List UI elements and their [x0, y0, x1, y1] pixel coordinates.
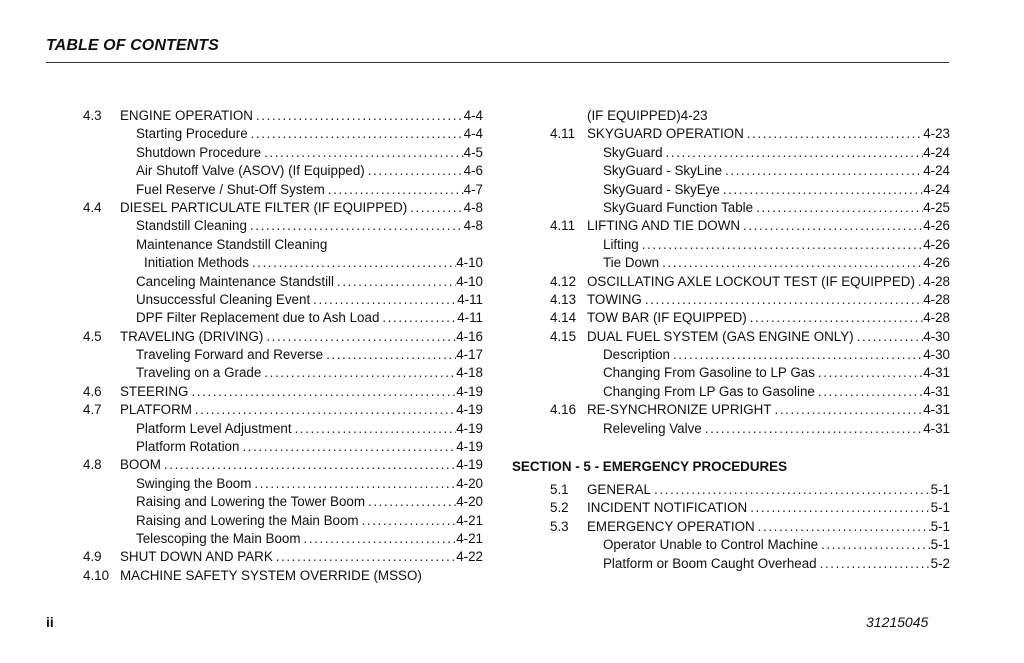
toc-entry-number: 4.5: [83, 328, 102, 344]
toc-entry-page: 4-22: [456, 549, 483, 565]
toc-dot-leader: [854, 329, 924, 344]
toc-entry-page: 4-4: [463, 126, 483, 142]
toc-entry[interactable]: [83, 457, 483, 475]
toc-entry[interactable]: [550, 384, 950, 402]
toc-entry-title: DIESEL PARTICULATE FILTER (IF EQUIPPED): [120, 199, 408, 215]
toc-entry-title: DPF Filter Replacement due to Ash Load: [136, 310, 380, 326]
toc-dot-leader: [818, 537, 931, 552]
toc-entry-title: TOW BAR (IF EQUIPPED): [587, 310, 747, 326]
toc-entry[interactable]: [83, 402, 483, 420]
toc-entry-page: 4-19: [456, 439, 483, 455]
toc-entry-number: 4.10: [83, 567, 110, 583]
toc-entry[interactable]: [83, 365, 483, 383]
toc-entry[interactable]: [83, 108, 483, 126]
toc-entry-page: 4-8: [463, 218, 483, 234]
toc-entry-page: 4-19: [456, 457, 483, 473]
toc-dot-leader: [161, 457, 456, 472]
toc-dot-leader: [251, 476, 456, 491]
toc-entry-page: 4-11: [457, 291, 483, 307]
toc-entry-page: 4-30: [923, 347, 950, 363]
toc-entry[interactable]: [550, 163, 950, 181]
toc-entry-title: Starting Procedure: [136, 126, 248, 142]
toc-entry-title: Platform or Boom Caught Overhead: [603, 555, 817, 571]
toc-entry[interactable]: [550, 200, 950, 218]
toc-entry[interactable]: [83, 200, 483, 218]
toc-dot-leader: [248, 126, 464, 141]
toc-dot-leader: [261, 145, 464, 160]
toc-entry-number: 4.7: [83, 402, 102, 418]
toc-entry-title: DUAL FUEL SYSTEM (GAS ENGINE ONLY): [587, 328, 854, 344]
toc-dot-leader: [670, 347, 923, 362]
toc-entry[interactable]: [550, 218, 950, 236]
toc-entry-page: 4-18: [456, 365, 483, 381]
toc-entry[interactable]: [83, 126, 483, 144]
toc-dot-leader: [663, 145, 924, 160]
toc-entry-title: Raising and Lowering the Tower Boom: [136, 494, 366, 510]
toc-dot-leader: [659, 255, 923, 270]
toc-entry-title: MACHINE SAFETY SYSTEM OVERRIDE (MSSO): [120, 567, 422, 583]
toc-dot-leader: [310, 292, 457, 307]
toc-entry-page: 4-31: [923, 365, 950, 381]
toc-entry[interactable]: [550, 500, 950, 518]
toc-entry-page: 4-21: [456, 530, 483, 546]
toc-entry-number: 4.14: [550, 310, 577, 326]
toc-entry-title: Maintenance Standstill Cleaning: [136, 236, 328, 252]
toc-entry-page: 4-5: [463, 144, 483, 160]
toc-entry-page: 4-20: [456, 475, 483, 491]
toc-entry-page: 5-1: [930, 518, 950, 534]
toc-entry-number: 4.13: [550, 291, 577, 307]
toc-entry[interactable]: [83, 549, 483, 567]
toc-entry-number: 4.9: [83, 549, 102, 565]
toc-entry[interactable]: [550, 126, 950, 144]
toc-entry-page: 5-2: [930, 555, 950, 571]
toc-entry-number: 4.16: [550, 402, 577, 418]
toc-dot-leader: [292, 421, 457, 436]
toc-entry[interactable]: [550, 402, 950, 420]
toc-dot-leader: [651, 482, 931, 497]
toc-entry-page: 4-4: [463, 108, 483, 123]
toc-entry[interactable]: [83, 329, 483, 347]
toc-entry-page: 5-1: [930, 500, 950, 516]
toc-entry-title: EMERGENCY OPERATION: [587, 518, 755, 534]
toc-entry-title: Releveling Valve: [603, 420, 702, 436]
toc-entry-title: Air Shutoff Valve (ASOV) (If Equipped): [136, 163, 365, 179]
toc-dot-leader: [253, 108, 464, 123]
toc-dot-leader: [639, 237, 923, 252]
toc-entry-title: Standstill Cleaning: [136, 218, 247, 234]
toc-entry-title: Canceling Maintenance Standstill: [136, 273, 335, 289]
toc-dot-leader: [815, 365, 923, 380]
toc-entry-title: TOWING: [587, 291, 642, 307]
toc-entry-page: 4-31: [923, 383, 950, 399]
toc-dot-leader: [323, 347, 456, 362]
toc-entry-page: 4-26: [923, 255, 950, 271]
toc-entry-title: Shutdown Procedure: [136, 144, 262, 160]
toc-entry[interactable]: [83, 513, 483, 531]
toc-entry-number: 5.1: [550, 482, 569, 497]
toc-dot-leader: [334, 274, 456, 289]
toc-section5-list: [550, 482, 950, 574]
toc-entry-title: BOOM: [120, 457, 161, 473]
toc-dot-leader: [720, 182, 923, 197]
toc-entry[interactable]: [550, 237, 950, 255]
toc-entry[interactable]: [550, 519, 950, 537]
toc-entry-page: 5-1: [930, 537, 950, 553]
toc-entry[interactable]: [550, 274, 950, 292]
toc-entry-page: 4-19: [456, 420, 483, 436]
toc-entry-page: 4-25: [923, 199, 950, 215]
toc-entry-title: Fuel Reserve / Shut-Off System: [136, 181, 325, 197]
toc-entry[interactable]: [83, 255, 483, 273]
toc-dot-leader: [188, 384, 456, 399]
toc-dot-leader: [247, 218, 464, 233]
toc-dot-leader: [642, 292, 923, 307]
toc-entry[interactable]: [550, 255, 950, 273]
toc-entry-title: Platform Level Adjustment: [136, 420, 292, 436]
toc-entry-title: Tie Down: [603, 255, 660, 271]
toc-entry[interactable]: [83, 292, 483, 310]
toc-entry-page: 4-24: [923, 163, 950, 179]
toc-entry-page: 4-8: [463, 199, 483, 215]
toc-dot-leader: [817, 556, 931, 571]
toc-dot-leader: [365, 163, 464, 178]
toc-entry[interactable]: [83, 163, 483, 181]
toc-entry-title: SkyGuard - SkyLine: [603, 163, 723, 179]
toc-entry[interactable]: [550, 108, 950, 126]
toc-entry-title: SkyGuard: [603, 144, 663, 160]
toc-entry-title: Changing From Gasoline to LP Gas: [603, 365, 815, 381]
toc-entry-title: ENGINE OPERATION: [120, 108, 253, 123]
toc-entry[interactable]: [550, 482, 950, 500]
toc-entry-number: 4.11: [550, 126, 576, 142]
section-5-heading: SECTION - 5 - EMERGENCY PROCEDURES: [512, 459, 788, 474]
toc-entry-page: 4-24: [923, 181, 950, 197]
toc-entry-page: 4-26: [923, 236, 950, 252]
toc-entry[interactable]: [550, 310, 950, 328]
toc-entry-title: SHUT DOWN AND PARK: [120, 549, 273, 565]
toc-entry[interactable]: [83, 347, 483, 365]
toc-entry-page: 4-19: [456, 402, 483, 418]
toc-entry[interactable]: [83, 310, 483, 328]
toc-dot-leader: [325, 182, 464, 197]
toc-entry-page: 4-17: [456, 347, 483, 363]
toc-entry-page: 4-28: [923, 310, 950, 326]
toc-entry-title: SKYGUARD OPERATION: [587, 126, 744, 142]
toc-entry[interactable]: [550, 292, 950, 310]
toc-dot-leader: [365, 494, 456, 509]
toc-entry[interactable]: [550, 182, 950, 200]
toc-entry-page: 4-16: [456, 328, 483, 344]
toc-dot-leader: [722, 163, 923, 178]
toc-entry-title: Swinging the Boom: [136, 475, 252, 491]
toc-entry-title: OSCILLATING AXLE LOCKOUT TEST (IF EQUIPPED): [587, 273, 915, 289]
toc-dot-leader: [815, 384, 923, 399]
toc-entry-title: SkyGuard Function Table: [603, 199, 754, 215]
toc-entry[interactable]: [550, 421, 950, 439]
toc-entry-title: (IF EQUIPPED)4-23: [587, 108, 708, 123]
toc-entry[interactable]: [83, 476, 483, 494]
toc-entry-page: 4-6: [463, 163, 483, 179]
toc-entry-number: 4.3: [83, 108, 102, 123]
toc-entry-number: 4.12: [550, 273, 577, 289]
toc-entry-title: PLATFORM: [120, 402, 192, 418]
footer-doc-number: 31215045: [866, 614, 929, 630]
toc-entry-page: 4-21: [456, 512, 483, 528]
toc-entry[interactable]: [83, 145, 483, 163]
toc-dot-leader: [249, 255, 456, 270]
toc-entry-title: Traveling on a Grade: [136, 365, 262, 381]
toc-entry[interactable]: [550, 329, 950, 347]
toc-entry-number: 4.4: [83, 199, 102, 215]
toc-dot-leader: [239, 439, 456, 454]
toc-entry-page: 4-20: [456, 494, 483, 510]
toc-entry[interactable]: [83, 568, 483, 586]
toc-dot-leader: [747, 310, 923, 325]
toc-entry-title: Unsuccessful Cleaning Event: [136, 291, 311, 307]
toc-entry-page: 4-31: [923, 420, 950, 436]
toc-entry[interactable]: [83, 237, 483, 255]
toc-entry-title: Description: [603, 347, 670, 363]
toc-entry-page: 4-31: [923, 402, 950, 418]
toc-entry[interactable]: [550, 347, 950, 365]
toc-entry[interactable]: [83, 218, 483, 236]
toc-dot-leader: [755, 519, 931, 534]
toc-dot-leader: [359, 513, 457, 528]
toc-entry-title: Telescoping the Main Boom: [136, 530, 301, 546]
toc-entry-title: TRAVELING (DRIVING): [120, 328, 264, 344]
toc-entry-number: 4.11: [550, 218, 576, 234]
toc-dot-leader: [740, 218, 923, 233]
toc-entry-title: RE-SYNCHRONIZE UPRIGHT: [587, 402, 772, 418]
toc-entry-title: Raising and Lowering the Main Boom: [136, 512, 359, 528]
toc-entry-title: GENERAL: [587, 482, 651, 497]
toc-entry[interactable]: [550, 537, 950, 555]
toc-entry-number: 5.3: [550, 518, 569, 534]
toc-entry-title: Initiation Methods: [144, 255, 249, 271]
footer-page-label: ii: [46, 614, 54, 630]
toc-entry-page: 4-11: [457, 310, 483, 326]
toc-entry-page: 4-10: [456, 273, 483, 289]
toc-dot-leader: [702, 421, 923, 436]
toc-dot-leader: [261, 365, 456, 380]
header-divider: [46, 62, 949, 63]
toc-dot-leader: [744, 126, 923, 141]
toc-dot-leader: [407, 200, 463, 215]
toc-entry-page: 4-7: [463, 181, 483, 197]
toc-entry[interactable]: [550, 365, 950, 383]
toc-dot-leader: [301, 531, 457, 546]
toc-entry[interactable]: [83, 384, 483, 402]
toc-dot-leader: [915, 274, 923, 289]
toc-dot-leader: [753, 200, 923, 215]
toc-entry-title: Traveling Forward and Reverse: [136, 347, 324, 363]
toc-entry-title: Operator Unable to Control Machine: [603, 537, 819, 553]
toc-entry[interactable]: [83, 439, 483, 457]
toc-entry-page: 4-28: [923, 273, 950, 289]
toc-entry-page: 4-10: [456, 255, 483, 271]
toc-entry-number: 4.15: [550, 328, 577, 344]
toc-entry-page: 4-30: [923, 328, 950, 344]
toc-dot-leader: [747, 500, 930, 515]
page-title: TABLE OF CONTENTS: [46, 37, 219, 54]
toc-left-column: [83, 108, 483, 586]
toc-entry[interactable]: [83, 531, 483, 549]
toc-entry-number: 5.2: [550, 500, 569, 516]
toc-entry-title: Lifting: [603, 236, 639, 252]
toc-entry[interactable]: [83, 494, 483, 512]
toc-entry-title: Platform Rotation: [136, 439, 240, 455]
toc-right-column: [550, 108, 950, 439]
toc-entry-page: 4-24: [923, 144, 950, 160]
toc-entry-title: STEERING: [120, 383, 189, 399]
toc-entry-page: 4-23: [923, 126, 950, 142]
toc-entry-number: 4.8: [83, 457, 102, 473]
toc-dot-leader: [379, 310, 457, 325]
toc-entry-title: Changing From LP Gas to Gasoline: [603, 383, 815, 399]
toc-entry-number: 4.6: [83, 383, 102, 399]
toc-dot-leader: [273, 549, 456, 564]
toc-entry-page: 5-1: [930, 482, 950, 497]
toc-entry-page: 4-19: [456, 383, 483, 399]
toc-entry[interactable]: [83, 274, 483, 292]
toc-dot-leader: [772, 402, 924, 417]
toc-entry[interactable]: [550, 145, 950, 163]
toc-entry[interactable]: [83, 182, 483, 200]
toc-entry-title: INCIDENT NOTIFICATION: [587, 500, 748, 516]
toc-entry-page: 4-26: [923, 218, 950, 234]
toc-dot-leader: [263, 329, 456, 344]
toc-dot-leader: [192, 402, 456, 417]
toc-entry-page: 4-28: [923, 291, 950, 307]
toc-entry[interactable]: [550, 556, 950, 574]
toc-entry-title: SkyGuard - SkyEye: [603, 181, 720, 197]
toc-entry-title: LIFTING AND TIE DOWN: [587, 218, 741, 234]
toc-entry[interactable]: [83, 421, 483, 439]
